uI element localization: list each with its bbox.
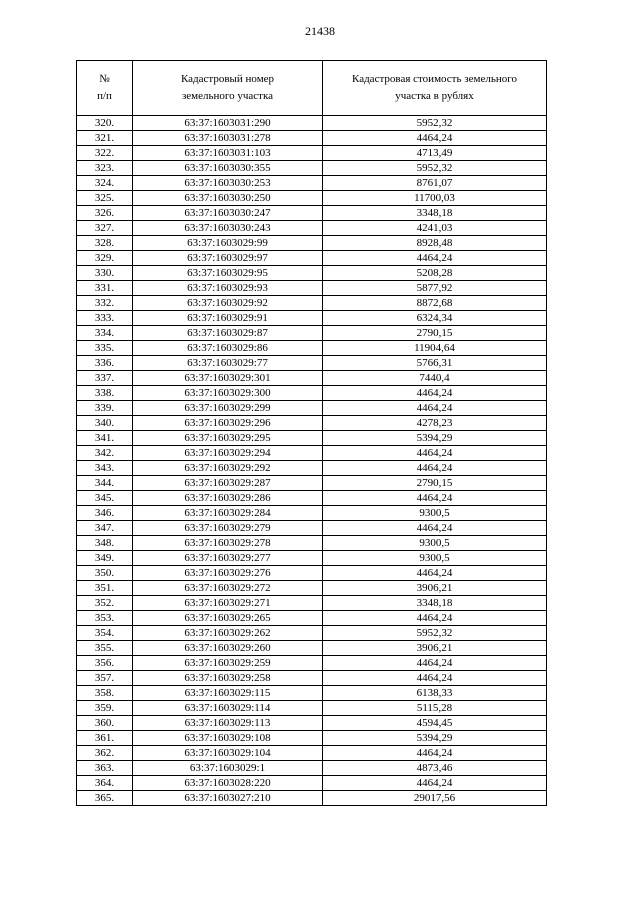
row-number: 346. xyxy=(77,506,133,521)
cadastral-value: 7440,4 xyxy=(323,371,547,386)
header-value-line: Кадастровая стоимость земельного xyxy=(352,73,517,85)
table-row xyxy=(77,476,547,491)
table-row xyxy=(77,116,547,131)
table-row xyxy=(77,641,547,656)
table-row xyxy=(77,176,547,191)
table-row xyxy=(77,626,547,641)
cadastral-number: 63:37:1603029:104 xyxy=(133,746,323,761)
table-row xyxy=(77,161,547,176)
table-row xyxy=(77,221,547,236)
cadastral-value: 9300,5 xyxy=(323,506,547,521)
cadastral-value: 11904,64 xyxy=(323,341,547,356)
cadastral-value: 11700,03 xyxy=(323,191,547,206)
cadastral-value: 2790,15 xyxy=(323,476,547,491)
table-row xyxy=(77,206,547,221)
cadastral-value: 4464,24 xyxy=(323,386,547,401)
cadastral-value: 3348,18 xyxy=(323,596,547,611)
table-body xyxy=(77,116,547,806)
cadastral-value: 5952,32 xyxy=(323,626,547,641)
cadastral-value: 4278,23 xyxy=(323,416,547,431)
header-cadastral-line: земельного участка xyxy=(181,90,274,102)
table-row xyxy=(77,791,547,806)
cadastral-value: 5952,32 xyxy=(323,116,547,131)
row-number: 351. xyxy=(77,581,133,596)
cadastral-value: 5208,28 xyxy=(323,266,547,281)
cadastral-number: 63:37:1603030:355 xyxy=(133,161,323,176)
cadastral-value: 4464,24 xyxy=(323,131,547,146)
row-number: 356. xyxy=(77,656,133,671)
cadastral-number: 63:37:1603029:276 xyxy=(133,566,323,581)
cadastral-number: 63:37:1603029:115 xyxy=(133,686,323,701)
cadastral-value: 4873,46 xyxy=(323,761,547,776)
cadastral-number: 63:37:1603027:210 xyxy=(133,791,323,806)
cadastral-value: 4241,03 xyxy=(323,221,547,236)
cadastral-value: 4464,24 xyxy=(323,566,547,581)
row-number: 321. xyxy=(77,131,133,146)
row-number: 352. xyxy=(77,596,133,611)
cadastral-number: 63:37:1603031:103 xyxy=(133,146,323,161)
cadastral-value: 3906,21 xyxy=(323,581,547,596)
row-number: 361. xyxy=(77,731,133,746)
row-number: 338. xyxy=(77,386,133,401)
table-row xyxy=(77,146,547,161)
header-number-line: № xyxy=(99,73,110,85)
row-number: 354. xyxy=(77,626,133,641)
table-row xyxy=(77,446,547,461)
table-row xyxy=(77,431,547,446)
table-row xyxy=(77,491,547,506)
row-number: 336. xyxy=(77,356,133,371)
table-row xyxy=(77,341,547,356)
cadastral-number: 63:37:1603029:92 xyxy=(133,296,323,311)
cadastral-number: 63:37:1603029:292 xyxy=(133,461,323,476)
table-row xyxy=(77,416,547,431)
table-row xyxy=(77,776,547,791)
header-number xyxy=(77,61,133,116)
cadastral-value: 9300,5 xyxy=(323,536,547,551)
cadastral-number: 63:37:1603029:277 xyxy=(133,551,323,566)
row-number: 359. xyxy=(77,701,133,716)
cadastral-number: 63:37:1603029:301 xyxy=(133,371,323,386)
table-row xyxy=(77,371,547,386)
cadastral-value: 6324,34 xyxy=(323,311,547,326)
cadastral-value: 2790,15 xyxy=(323,326,547,341)
table-row xyxy=(77,326,547,341)
table-row xyxy=(77,401,547,416)
table-row xyxy=(77,521,547,536)
cadastral-number: 63:37:1603029:87 xyxy=(133,326,323,341)
table-row xyxy=(77,296,547,311)
row-number: 364. xyxy=(77,776,133,791)
cadastral-value: 4464,24 xyxy=(323,446,547,461)
table-row xyxy=(77,566,547,581)
table-row xyxy=(77,656,547,671)
cadastral-value: 4464,24 xyxy=(323,776,547,791)
cadastral-number: 63:37:1603029:258 xyxy=(133,671,323,686)
table-row xyxy=(77,281,547,296)
row-number: 355. xyxy=(77,641,133,656)
cadastral-value: 29017,56 xyxy=(323,791,547,806)
row-number: 322. xyxy=(77,146,133,161)
cadastral-number: 63:37:1603029:1 xyxy=(133,761,323,776)
cadastral-value: 4464,24 xyxy=(323,611,547,626)
row-number: 350. xyxy=(77,566,133,581)
header-value-line: участка в рублях xyxy=(395,90,474,102)
row-number: 337. xyxy=(77,371,133,386)
row-number: 363. xyxy=(77,761,133,776)
header-cadastral-number xyxy=(133,61,323,116)
table-header-row xyxy=(77,61,547,116)
table-row xyxy=(77,356,547,371)
row-number: 341. xyxy=(77,431,133,446)
cadastral-number: 63:37:1603031:278 xyxy=(133,131,323,146)
row-number: 340. xyxy=(77,416,133,431)
cadastral-value: 8761,07 xyxy=(323,176,547,191)
header-cadastral-value xyxy=(323,61,547,116)
page-number: 21438 xyxy=(305,24,335,38)
row-number: 358. xyxy=(77,686,133,701)
cadastral-number: 63:37:1603029:114 xyxy=(133,701,323,716)
table-row xyxy=(77,746,547,761)
cadastral-number: 63:37:1603029:286 xyxy=(133,491,323,506)
cadastral-number: 63:37:1603029:108 xyxy=(133,731,323,746)
cadastral-number: 63:37:1603029:265 xyxy=(133,611,323,626)
cadastral-value: 3906,21 xyxy=(323,641,547,656)
cadastral-value: 4464,24 xyxy=(323,251,547,266)
table-row xyxy=(77,461,547,476)
cadastral-number: 63:37:1603029:262 xyxy=(133,626,323,641)
row-number: 353. xyxy=(77,611,133,626)
row-number: 344. xyxy=(77,476,133,491)
cadastral-number: 63:37:1603029:93 xyxy=(133,281,323,296)
table-row xyxy=(77,761,547,776)
cadastral-number: 63:37:1603029:272 xyxy=(133,581,323,596)
table-row xyxy=(77,506,547,521)
table-row xyxy=(77,596,547,611)
table-row xyxy=(77,686,547,701)
cadastral-value: 3348,18 xyxy=(323,206,547,221)
cadastral-value: 4464,24 xyxy=(323,461,547,476)
cadastral-number: 63:37:1603030:250 xyxy=(133,191,323,206)
row-number: 349. xyxy=(77,551,133,566)
row-number: 362. xyxy=(77,746,133,761)
row-number: 324. xyxy=(77,176,133,191)
cadastral-number: 63:37:1603029:86 xyxy=(133,341,323,356)
cadastral-number: 63:37:1603030:247 xyxy=(133,206,323,221)
cadastral-number: 63:37:1603028:220 xyxy=(133,776,323,791)
cadastral-value: 4464,24 xyxy=(323,491,547,506)
row-number: 332. xyxy=(77,296,133,311)
row-number: 347. xyxy=(77,521,133,536)
row-number: 331. xyxy=(77,281,133,296)
cadastral-value: 6138,33 xyxy=(323,686,547,701)
row-number: 330. xyxy=(77,266,133,281)
cadastral-value: 9300,5 xyxy=(323,551,547,566)
row-number: 329. xyxy=(77,251,133,266)
cadastral-number: 63:37:1603030:243 xyxy=(133,221,323,236)
cadastral-value: 5877,92 xyxy=(323,281,547,296)
row-number: 326. xyxy=(77,206,133,221)
table-row xyxy=(77,716,547,731)
cadastral-number: 63:37:1603029:259 xyxy=(133,656,323,671)
table-row xyxy=(77,311,547,326)
cadastral-value: 5394,29 xyxy=(323,431,547,446)
row-number: 328. xyxy=(77,236,133,251)
row-number: 357. xyxy=(77,671,133,686)
table-row xyxy=(77,131,547,146)
row-number: 342. xyxy=(77,446,133,461)
cadastral-value: 8928,48 xyxy=(323,236,547,251)
cadastral-number: 63:37:1603029:99 xyxy=(133,236,323,251)
row-number: 320. xyxy=(77,116,133,131)
cadastral-value: 4464,24 xyxy=(323,401,547,416)
table-row xyxy=(77,386,547,401)
header-number-line: п/п xyxy=(97,90,112,102)
table-row xyxy=(77,611,547,626)
cadastral-value: 5394,29 xyxy=(323,731,547,746)
table-row xyxy=(77,251,547,266)
row-number: 365. xyxy=(77,791,133,806)
table-row xyxy=(77,266,547,281)
row-number: 333. xyxy=(77,311,133,326)
cadastral-value: 4594,45 xyxy=(323,716,547,731)
table-row xyxy=(77,731,547,746)
row-number: 335. xyxy=(77,341,133,356)
cadastral-value: 5952,32 xyxy=(323,161,547,176)
cadastral-number: 63:37:1603029:271 xyxy=(133,596,323,611)
row-number: 343. xyxy=(77,461,133,476)
row-number: 339. xyxy=(77,401,133,416)
row-number: 323. xyxy=(77,161,133,176)
row-number: 345. xyxy=(77,491,133,506)
cadastral-number: 63:37:1603029:95 xyxy=(133,266,323,281)
cadastral-value: 8872,68 xyxy=(323,296,547,311)
cadastral-number: 63:37:1603029:97 xyxy=(133,251,323,266)
cadastral-value: 4464,24 xyxy=(323,521,547,536)
table-row xyxy=(77,536,547,551)
cadastral-number: 63:37:1603029:278 xyxy=(133,536,323,551)
row-number: 348. xyxy=(77,536,133,551)
cadastral-value: 5766,31 xyxy=(323,356,547,371)
cadastral-number: 63:37:1603030:253 xyxy=(133,176,323,191)
cadastral-number: 63:37:1603029:113 xyxy=(133,716,323,731)
cadastral-number: 63:37:1603029:260 xyxy=(133,641,323,656)
cadastral-number: 63:37:1603031:290 xyxy=(133,116,323,131)
row-number: 334. xyxy=(77,326,133,341)
cadastral-value: 5115,28 xyxy=(323,701,547,716)
row-number: 327. xyxy=(77,221,133,236)
cadastral-value: 4464,24 xyxy=(323,746,547,761)
cadastral-number: 63:37:1603029:287 xyxy=(133,476,323,491)
table-row xyxy=(77,671,547,686)
table-row xyxy=(77,701,547,716)
cadastral-value: 4713,49 xyxy=(323,146,547,161)
header-cadastral-line: Кадастровый номер xyxy=(180,73,275,85)
table-row xyxy=(77,191,547,206)
cadastral-number: 63:37:1603029:296 xyxy=(133,416,323,431)
row-number: 325. xyxy=(77,191,133,206)
cadastral-number: 63:37:1603029:299 xyxy=(133,401,323,416)
cadastral-number: 63:37:1603029:91 xyxy=(133,311,323,326)
table-row xyxy=(77,236,547,251)
cadastral-number: 63:37:1603029:295 xyxy=(133,431,323,446)
table-row xyxy=(77,581,547,596)
cadastral-number: 63:37:1603029:77 xyxy=(133,356,323,371)
cadastral-value: 4464,24 xyxy=(323,671,547,686)
table-row xyxy=(77,551,547,566)
cadastral-number: 63:37:1603029:294 xyxy=(133,446,323,461)
cadastral-number: 63:37:1603029:279 xyxy=(133,521,323,536)
row-number: 360. xyxy=(77,716,133,731)
cadastral-value: 4464,24 xyxy=(323,656,547,671)
cadastral-number: 63:37:1603029:300 xyxy=(133,386,323,401)
cadastral-number: 63:37:1603029:284 xyxy=(133,506,323,521)
cadastral-value-table xyxy=(76,60,547,806)
